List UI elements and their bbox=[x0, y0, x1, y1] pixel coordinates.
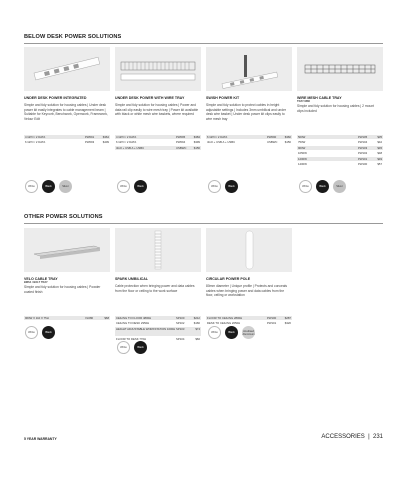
table-row: CEILING TO DESK 2950H SP102 $166 bbox=[116, 321, 200, 326]
product-image bbox=[24, 47, 110, 91]
table-row: 6 GPO / 2 DATA PW090 $360 bbox=[207, 135, 291, 139]
colour-swatch-white: White bbox=[208, 180, 221, 193]
colour-swatch-white: White bbox=[117, 180, 130, 193]
price-table bbox=[115, 135, 201, 151]
table-row: FLOOR TO DESK 770H SP104 $60 bbox=[116, 336, 200, 341]
table-row: HEIGHT ADJUSTABLE WORKSTATION 1000H SP103 $74 bbox=[115, 327, 201, 337]
price-table bbox=[206, 135, 292, 146]
colour-swatch-white: White bbox=[299, 180, 312, 193]
table-row: FLOOR TO CEILING 2800H PW100 $287 bbox=[207, 316, 291, 320]
footer-page-label: ACCESSORIES | 231 bbox=[321, 434, 383, 440]
table-row: 960W X 110 X 75H VL680 $68 bbox=[25, 316, 109, 320]
product-image bbox=[115, 47, 201, 91]
product-title: VELO CABLE TRAY bbox=[24, 277, 58, 281]
product-image bbox=[24, 228, 110, 272]
colour-swatch-black: Black bbox=[134, 180, 147, 193]
product-description: Simple and tidy solution for housing cables | Under desk power kit easily integrates to cable management beam | Suitable for Keyvorb, Benchwork, Openwork, Framework, Velour Edit bbox=[24, 103, 108, 121]
product-description: Cable protection when bringing power and data cables from the floor or ceiling to the work surface bbox=[115, 284, 195, 293]
table-row: 4GO + USB A + USBC USBWC $156 bbox=[116, 145, 200, 150]
table-row: DESK TO CEILING 2050H PW101 $320 bbox=[207, 321, 291, 326]
product-title: WIRE MESH CABLE TRAY bbox=[297, 96, 342, 100]
colour-swatch-silver: Silver bbox=[59, 180, 72, 193]
product-title: SWISH POWER KIT bbox=[206, 96, 240, 100]
colour-swatch-black: Black bbox=[225, 180, 238, 193]
colour-swatch-white: White bbox=[117, 341, 130, 354]
product-title: UNDER DESK POWER WITH WIRE TRAY bbox=[115, 96, 185, 100]
colour-swatch-black: Black bbox=[134, 341, 147, 354]
table-row: 1050W PW102 $48 bbox=[298, 151, 382, 156]
product-description: Simple and tidy solution to protect cables in height adjustable settings | Includes 3mm umbilical and under desk wire basket | Under desk power kit clips easily to wire mesh tray bbox=[206, 103, 287, 121]
price-table bbox=[297, 135, 383, 167]
table-row: 6 GPO / 2 DATA PW094 $399 bbox=[116, 140, 200, 145]
table-row: CEILING TO FLOOR 4800H SP100 $212 bbox=[116, 316, 200, 320]
swish-kit-illustration bbox=[206, 47, 292, 91]
umbilical-illustration bbox=[115, 228, 201, 272]
price-table bbox=[115, 316, 201, 342]
table-row: 500W PW105 $35 bbox=[298, 135, 382, 139]
price-table bbox=[24, 135, 110, 146]
product-description: 80mm diameter | Unique profile | Protects and conceals cables when bringing power and data cables from the floor, ceiling or workstation bbox=[206, 284, 288, 298]
table-row: 4 GPO / 2 DATA PW091 $364 bbox=[25, 135, 109, 139]
product-image bbox=[297, 47, 383, 91]
mesh-tray-illustration bbox=[297, 47, 383, 91]
colour-swatch-black: Black bbox=[42, 326, 55, 339]
power-pole-illustration bbox=[206, 228, 292, 272]
section-rule bbox=[24, 223, 383, 224]
colour-swatch-black: Black bbox=[225, 326, 238, 339]
table-row: 1400W PW100 $57 bbox=[298, 161, 382, 166]
product-description: Simple and tidy solution for housing cables | Powder coated finish bbox=[24, 285, 101, 294]
colour-swatch-white: White bbox=[25, 326, 38, 339]
product-subtitle: BMS4 / BOLT TRAY bbox=[24, 281, 48, 284]
product-image bbox=[206, 47, 292, 91]
product-image bbox=[206, 228, 292, 272]
product-title: SPARK UMBILICAL bbox=[115, 277, 149, 281]
colour-swatch-anodised: Anodised Aluminium bbox=[242, 326, 255, 339]
wire-tray-illustration bbox=[115, 47, 201, 91]
colour-swatch-black: Black bbox=[316, 180, 329, 193]
product-subtitle: TRAY MINI bbox=[297, 100, 310, 103]
velo-tray-illustration bbox=[24, 228, 110, 272]
colour-swatch-white: White bbox=[25, 180, 38, 193]
colour-swatch-silver: Silver bbox=[333, 180, 346, 193]
product-description: Simple and tidy solution for housing cables | 2 mount clips included bbox=[297, 104, 375, 113]
footer-warranty: 5 YEAR WARRANTY bbox=[24, 437, 57, 441]
colour-swatch-white: White bbox=[208, 326, 221, 339]
product-title: CIRCULAR POWER POLE bbox=[206, 277, 251, 281]
section-rule bbox=[24, 43, 383, 44]
table-row: 4 GPO / 2 DATA PW095 $384 bbox=[116, 135, 200, 139]
product-description: Simple and tidy solution for housing cables | Power and data rail clip easily to wire mesh tray | Power kit available with black or white mesh wire baskets, where required bbox=[115, 103, 199, 117]
table-row: 4GO + USB A + USBC USBWC $156 bbox=[207, 140, 291, 145]
product-image bbox=[115, 228, 201, 272]
table-row: 1200W PW101 $49 bbox=[298, 156, 382, 161]
section-title-below: BELOW DESK POWER SOLUTIONS bbox=[24, 34, 122, 40]
colour-swatch-black: Black bbox=[42, 180, 55, 193]
table-row: 900W PW103 $45 bbox=[298, 145, 382, 150]
price-table bbox=[24, 316, 110, 321]
section-title-other: OTHER POWER SOLUTIONS bbox=[24, 214, 103, 220]
product-title: UNDER DESK POWER INTEGRATED bbox=[24, 96, 87, 100]
power-rail-illustration bbox=[24, 47, 110, 91]
table-row: 750W PW104 $42 bbox=[298, 140, 382, 145]
table-row: 6 GPO / 2 DATA PW093 $409 bbox=[25, 140, 109, 145]
